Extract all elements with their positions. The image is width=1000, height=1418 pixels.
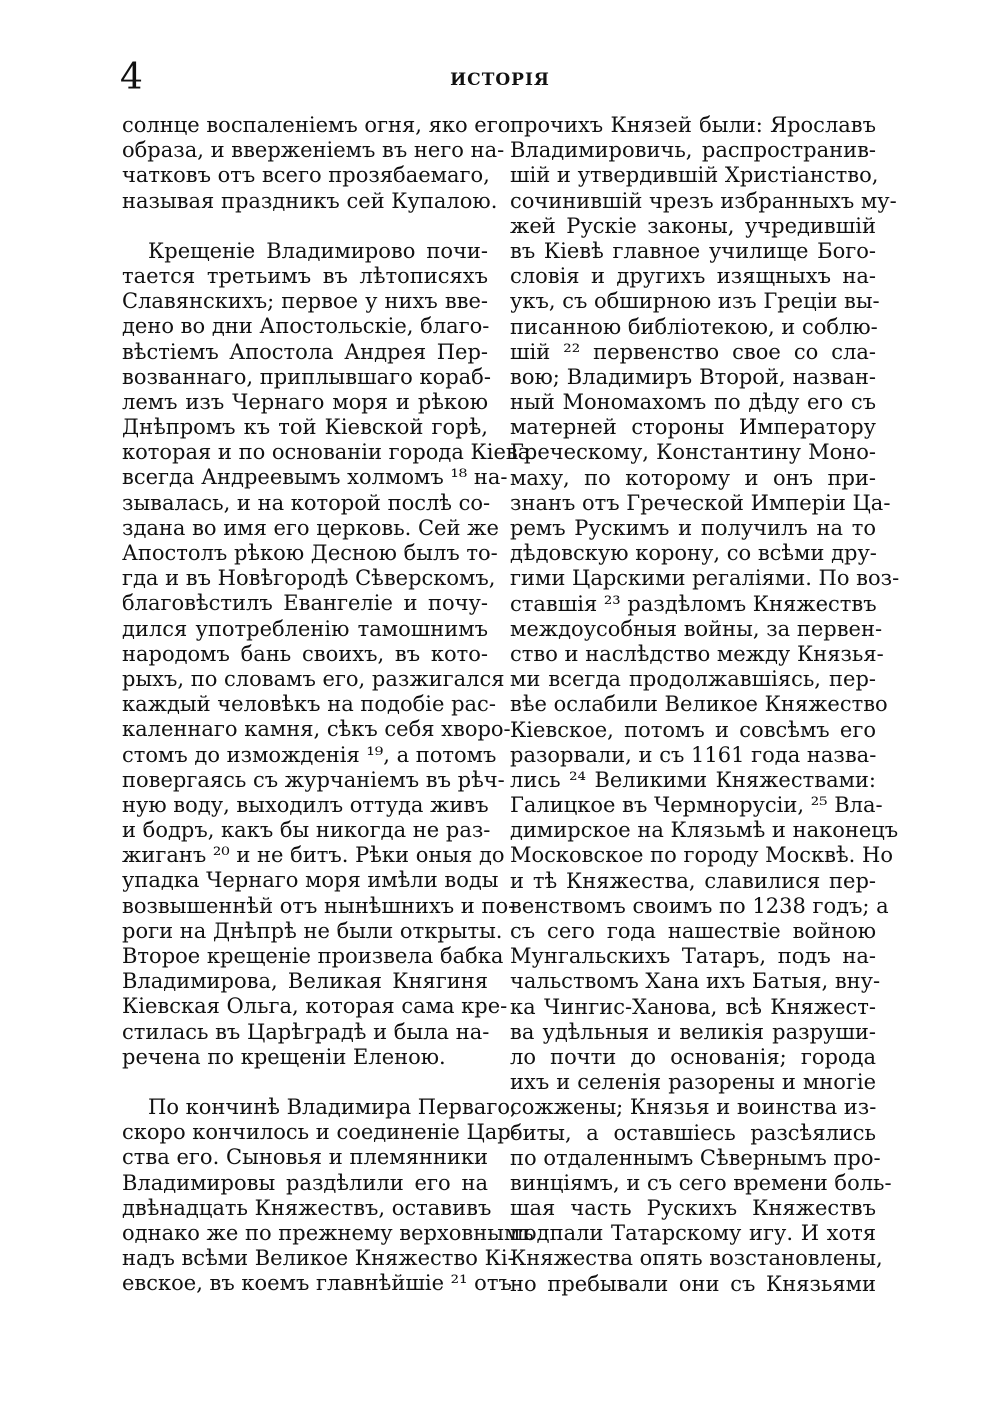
text-line: Днѣпромъ къ той Кіевской горѣ, — [122, 415, 488, 440]
paragraph — [122, 1094, 534, 1297]
text-line: и бодръ, какъ бы никогда не раз- — [122, 818, 491, 843]
text-line: евское, въ коемъ главнѣйшіе ²¹ отъ — [122, 1271, 512, 1296]
text-line: венствомъ своимъ по 1238 годъ; а — [510, 893, 889, 918]
text-line: гда и въ Новѣгородѣ Сѣверскомъ, — [122, 566, 496, 591]
text-line: и тѣ Княжества, славилися пер- — [510, 868, 876, 893]
left-text-column — [122, 113, 534, 1296]
text-line: вою; Владимиръ Второй, назван- — [510, 364, 876, 389]
text-line: народомъ бань своихъ, въ кото- — [122, 641, 488, 666]
text-line: укъ, съ обширною изъ Греціи вы- — [510, 289, 880, 314]
text-line: возваннаго, приплывшаго кораб- — [122, 364, 491, 389]
text-line: ную воду, выходилъ оттуда живъ — [122, 792, 489, 817]
text-line: чатковъ отъ всего прозябаемаго, — [122, 163, 490, 188]
paragraph — [510, 113, 900, 1297]
text-line: зывалась, и на которой послѣ со- — [122, 490, 491, 515]
text-line: словія и другихъ изящныхъ на- — [510, 264, 876, 289]
text-line: разорвали, и съ 1161 года назва- — [510, 742, 877, 767]
text-line: роги на Днѣпрѣ не были открыты. — [122, 918, 503, 943]
text-line: Владимировичь, распространив- — [510, 138, 876, 163]
text-line: ставшія ²³ раздѣломъ Княжествъ — [510, 591, 877, 616]
text-line: Второе крещеніе произвела бабка — [122, 944, 504, 968]
text-line: Галицкое въ Чермнорусіи, ²⁵ Вла- — [510, 793, 883, 818]
text-line: дѣдовскую корону, со всѣми дру- — [510, 541, 877, 566]
text-line: образа, и ввержeніемъ въ него на- — [122, 138, 505, 163]
text-line: подпали Татарскому игу. И хотя — [510, 1221, 876, 1246]
text-line: по отдаленнымъ Сѣвернымъ про- — [510, 1145, 881, 1170]
text-line: дился употребленію тамошнимъ — [122, 616, 488, 641]
text-line: ва удѣльныя и великія разруши- — [510, 1019, 876, 1044]
text-line: ремъ Рускимъ и получилъ на то — [510, 516, 876, 540]
text-line: упадка Чернаго моря имѣли воды — [122, 868, 499, 893]
text-line: шій и утвердившій Христіанство, — [510, 163, 879, 188]
paragraph — [122, 113, 511, 214]
text-line: однако же по прежнему верховнымъ — [122, 1220, 534, 1245]
text-line: шій ²² первенство свое со сла- — [510, 339, 876, 364]
text-line: речена по крещеніи Еленою. — [122, 1044, 446, 1069]
text-line: междоусобныя войны, за первен- — [510, 616, 883, 641]
text-line: винціямъ, и съ сего времени боль- — [510, 1170, 892, 1195]
running-title: ИСТОРІЯ — [450, 70, 550, 90]
text-line: возвышеннѣй отъ нынѣшнихъ и по- — [122, 893, 516, 918]
text-line: называя праздникъ сей Купалою. — [122, 188, 498, 213]
text-line: Крещеніе Владимирово почи- — [148, 238, 488, 263]
text-line: писанною библіотекою, и соблю- — [510, 314, 878, 339]
text-line: ло почти до основанія; города — [510, 1044, 876, 1069]
text-line: сожжены; Князья и воинства из- — [510, 1095, 877, 1120]
text-line: ми всегда продолжавшіясь, пер- — [510, 667, 876, 692]
text-line: ихъ и селенія разорены и многіе — [510, 1070, 876, 1095]
text-line: дено во дни Апостольскіе, благо- — [122, 314, 490, 339]
text-line: Княжества опять возстановлены, — [510, 1246, 883, 1271]
text-line: рыхъ, по словамъ его, разжигался — [122, 666, 505, 691]
text-line: чальствомъ Хана ихъ Батыя, вну- — [510, 969, 881, 994]
text-line: шая часть Рускихъ Княжествъ — [510, 1196, 876, 1221]
text-line: жиганъ ²⁰ и не битъ. Рѣки оныя до — [122, 843, 505, 868]
text-line: которая и по основаніи города Кіева — [122, 440, 531, 465]
text-line: здана во имя его церковь. Сей же — [122, 515, 499, 540]
text-line: стомъ до изможденія ¹⁹, а потомъ — [122, 742, 497, 767]
text-line: ство и наслѣдство между Князья- — [510, 641, 884, 666]
text-line: Славянскихъ; первое у нихъ вве- — [122, 289, 488, 314]
text-line: но пребывали они съ Князьями — [510, 1271, 876, 1296]
paragraph — [122, 238, 531, 1070]
text-line: каленнаго камня, сѣкъ себя хворо- — [122, 717, 511, 742]
text-line: сочинившій чрезъ избранныхъ му- — [510, 188, 897, 213]
text-line: биты, а оставшіесь разсѣялись — [510, 1120, 876, 1145]
text-line: Апостолъ рѣкою Десною былъ то- — [122, 541, 498, 565]
text-line: прочихъ Князей были: Ярославъ — [510, 113, 876, 137]
text-line: ства его. Сыновья и племянники — [122, 1145, 488, 1170]
text-line: Мунгальскихъ Татаръ, подъ на- — [510, 944, 876, 969]
right-text-column — [510, 113, 900, 1297]
text-line: благовѣстилъ Евангеліе и почу- — [122, 591, 488, 616]
text-line: надъ всѣми Великое Княжество Кі- — [122, 1246, 515, 1271]
text-line: повергаясь съ журчаніемъ въ рѣч- — [122, 767, 505, 792]
text-line: гими Царскими регаліями. По воз- — [510, 566, 900, 591]
text-line: Московское по городу Москвѣ. Но — [510, 843, 893, 868]
text-line: маху, по которому и онъ при- — [510, 465, 876, 490]
text-line: стилась въ Царѣградѣ и была на- — [122, 1019, 490, 1044]
text-line: тается третьимъ въ лѣтописяхъ — [122, 263, 488, 288]
text-line: двѣнадцать Княжествъ, оставивъ — [122, 1195, 492, 1220]
text-line: димирское на Клязьмѣ и наконецъ — [510, 818, 899, 843]
text-line: Греческому, Константину Моно- — [510, 440, 876, 465]
text-line: Владимирова, Великая Княгиня — [122, 969, 488, 994]
text-line: скоро кончилось и соединеніе Цар- — [122, 1120, 518, 1145]
text-line: Кіевское, потомъ и совсѣмъ его — [510, 717, 876, 742]
text-line: всегда Андреевымъ холмомъ ¹⁸ на- — [122, 465, 508, 490]
text-line: вѣстіемъ Апостола Андрея Пер- — [122, 339, 488, 364]
text-line: ка Чингис-Ханова, всѣ Княжест- — [510, 994, 876, 1019]
text-line: лемъ изъ Чернаго моря и рѣкою — [122, 389, 488, 414]
text-line: вѣе ослабили Великое Княжество — [510, 692, 888, 717]
text-line: По кончинѣ Владимира Перваго, — [148, 1094, 517, 1119]
page-number: 4 — [120, 57, 143, 98]
text-line: каждый человѣкъ на подобіе рас- — [122, 692, 496, 717]
text-line: солнце воспаленіемъ огня, яко его — [122, 113, 511, 137]
text-line: ный Мономахомъ по дѣду его съ — [510, 390, 876, 415]
text-line: жей Рускіе законы, учредившій — [510, 213, 876, 238]
text-line: знанъ отъ Греческой Имперіи Ца- — [510, 490, 891, 515]
text-line: Кіевская Ольга, которая сама кре- — [122, 994, 508, 1019]
text-line: съ сего года нашествіе войною — [510, 919, 876, 943]
text-line: матерней стороны Императору — [510, 415, 876, 440]
text-line: въ Кіевѣ главное училище Бого- — [510, 238, 876, 263]
text-line: Владимировы раздѣлили его на — [122, 1170, 488, 1195]
text-line: лись ²⁴ Великими Княжествами: — [510, 767, 876, 792]
